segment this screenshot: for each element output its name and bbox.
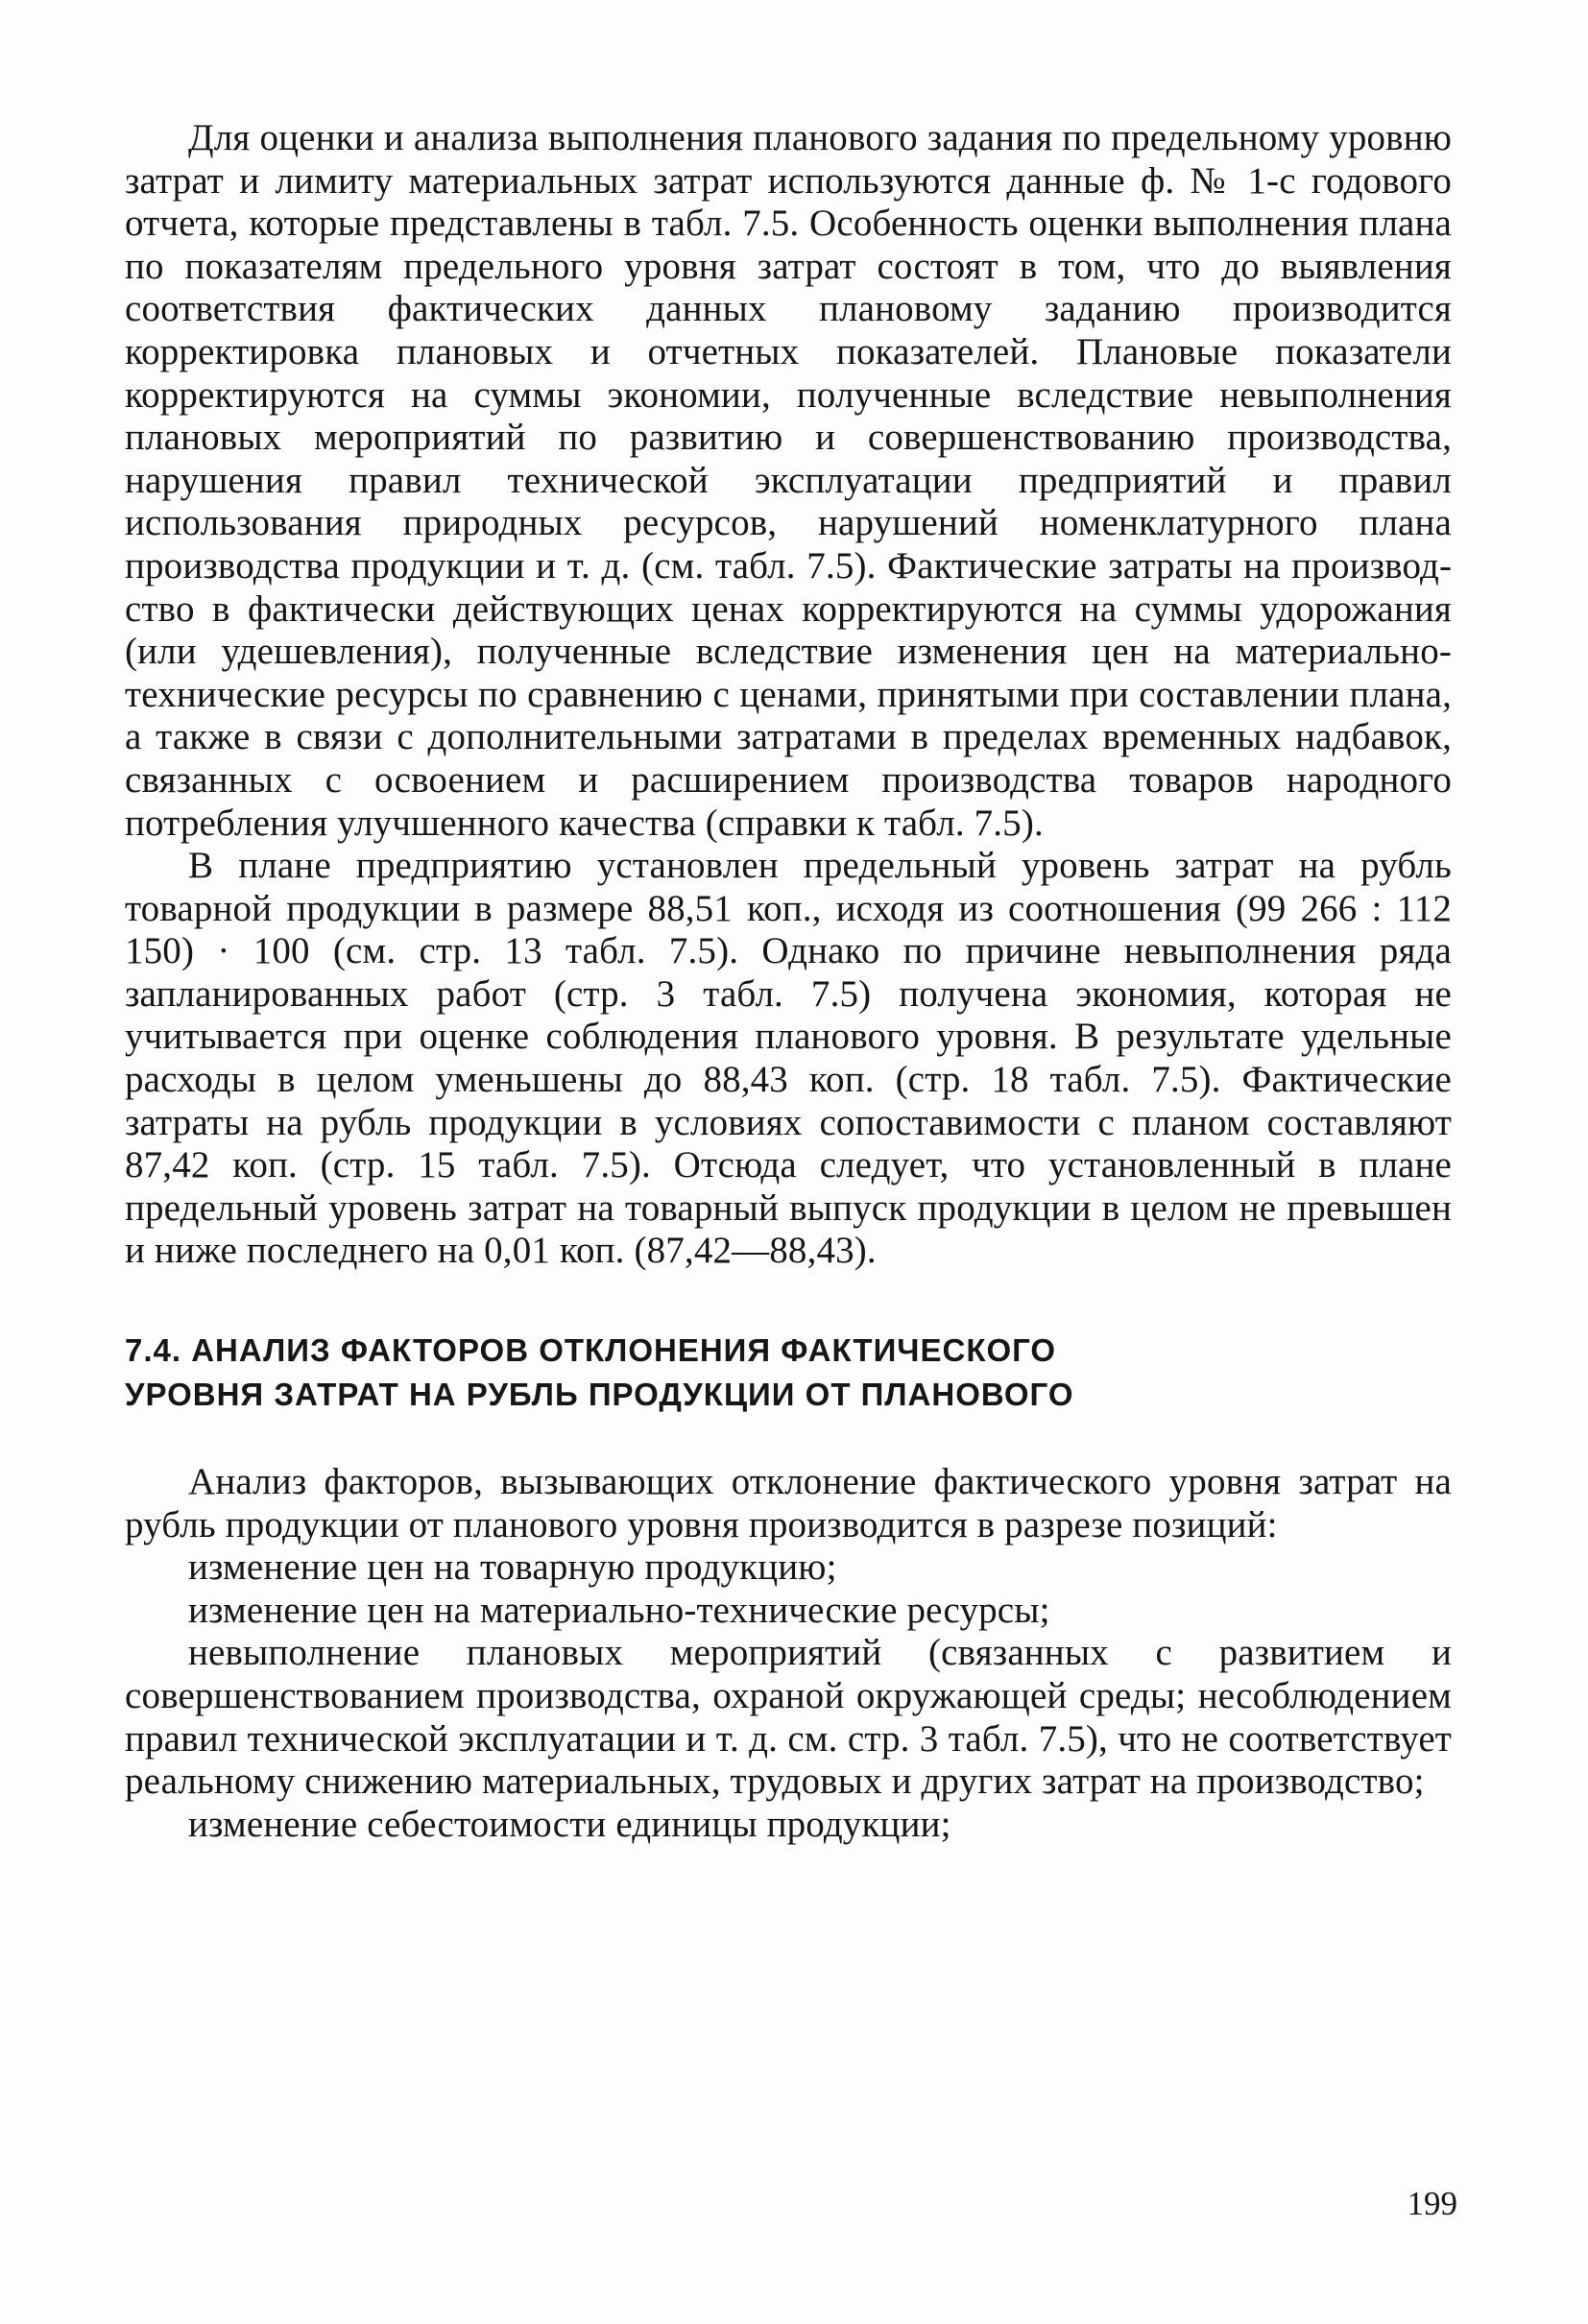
page-text-block (125, 117, 1452, 1846)
section-heading (125, 1329, 1452, 1417)
paragraph-cost-limit: В плане предприятию установлен предельный уровень затрат на рубль товарной продукции в размере 88,51 коп., исходя из соотношения (99 266 : 112 150) · 100 (см. стр. 13 табл. 7.5). Однако по причине невыполнения ряда запланированных работ (стр. 3 табл. 7.5) получена экономия, которая не учитывается при оценке соблюдения планового уровня. В результате удельные расходы в целом уменьшены до 88,43 коп. (стр. 18 табл. 7.5). Фактические затраты на рубль продукции в условиях сопоставимости с планом составляют 87,42 коп. (стр. 15 табл. 7.5). Отсюда следует, что установленный в плане предельный уровень затрат на товарный выпуск продукции в целом не превышен и ниже последнего на 0,01 коп. (87,42—88,43). (125, 845, 1452, 1272)
factor-item-unfulfilled-measures: невыполнение плановых мероприятий (связанных с развитием и совершенствованием производства, охраной окружающей среды; несоблюдением правил технической эксплуатации и т. д. см. стр. 3 табл. 7.5), что не соответствует реальному снижению материальных, трудовых и других затрат на производство; (125, 1632, 1452, 1803)
paragraph-plan-evaluation: Для оценки и анализа выполнения планового задания по предельному уровню затрат и лимиту материальных затрат используются данные ф. № 1-с годового отчета, которые представлены в табл. 7.5. Особенность оценки выполнения плана по показателям предельного уровня затрат состоят в том, что до выявления соответствия фактических данных плановому заданию производится корректировка плановых и отчетных показателей. Плановые показатели корректируются на суммы экономии, полученные вследствие невыполнения плановых мероприятий по развитию и совершенствованию производства, нарушения правил технической эксплуатации предприятий и правил использования природных ресурсов, нарушений номенклатурного плана производства продукции и т. д. (см. табл. 7.5). Фактические затраты на производство в фактически действующих ценах корректируются на суммы удорожания (или удешевления), полученные вследствие изменения цен на материально-технические ресурсы по сравнению с ценами, принятыми при составлении плана, а также в связи с дополнительными затратами в пределах временных надбавок, связанных с освоением и расширением производства товаров народного потребления улучшенного качества (справки к табл. 7.5). (125, 117, 1452, 844)
factor-item-unit-cost: изменение себестоимости единицы продукции; (188, 1803, 951, 1845)
section-heading-line-1: 7.4. АНАЛИЗ ФАКТОРОВ ОТКЛОНЕНИЯ ФАКТИЧЕСКОГО (125, 1332, 1057, 1369)
factor-item-product-prices: изменение цен на товарную продукцию; (188, 1546, 837, 1589)
factor-item-resource-prices: изменение цен на материально-технические ресурсы; (188, 1589, 1050, 1631)
page-number: 199 (1407, 2185, 1457, 2222)
paragraph-factor-intro: Анализ факторов, вызывающих отклонение фактического уровня затрат на рубль продукции от планового уровня производится в разрезе позиций: (125, 1461, 1452, 1545)
section-heading-line-2: УРОВНЯ ЗАТРАТ НА РУБЛЬ ПРОДУКЦИИ ОТ ПЛАНОВОГО (125, 1377, 1074, 1413)
factor-list (125, 1546, 1452, 1846)
